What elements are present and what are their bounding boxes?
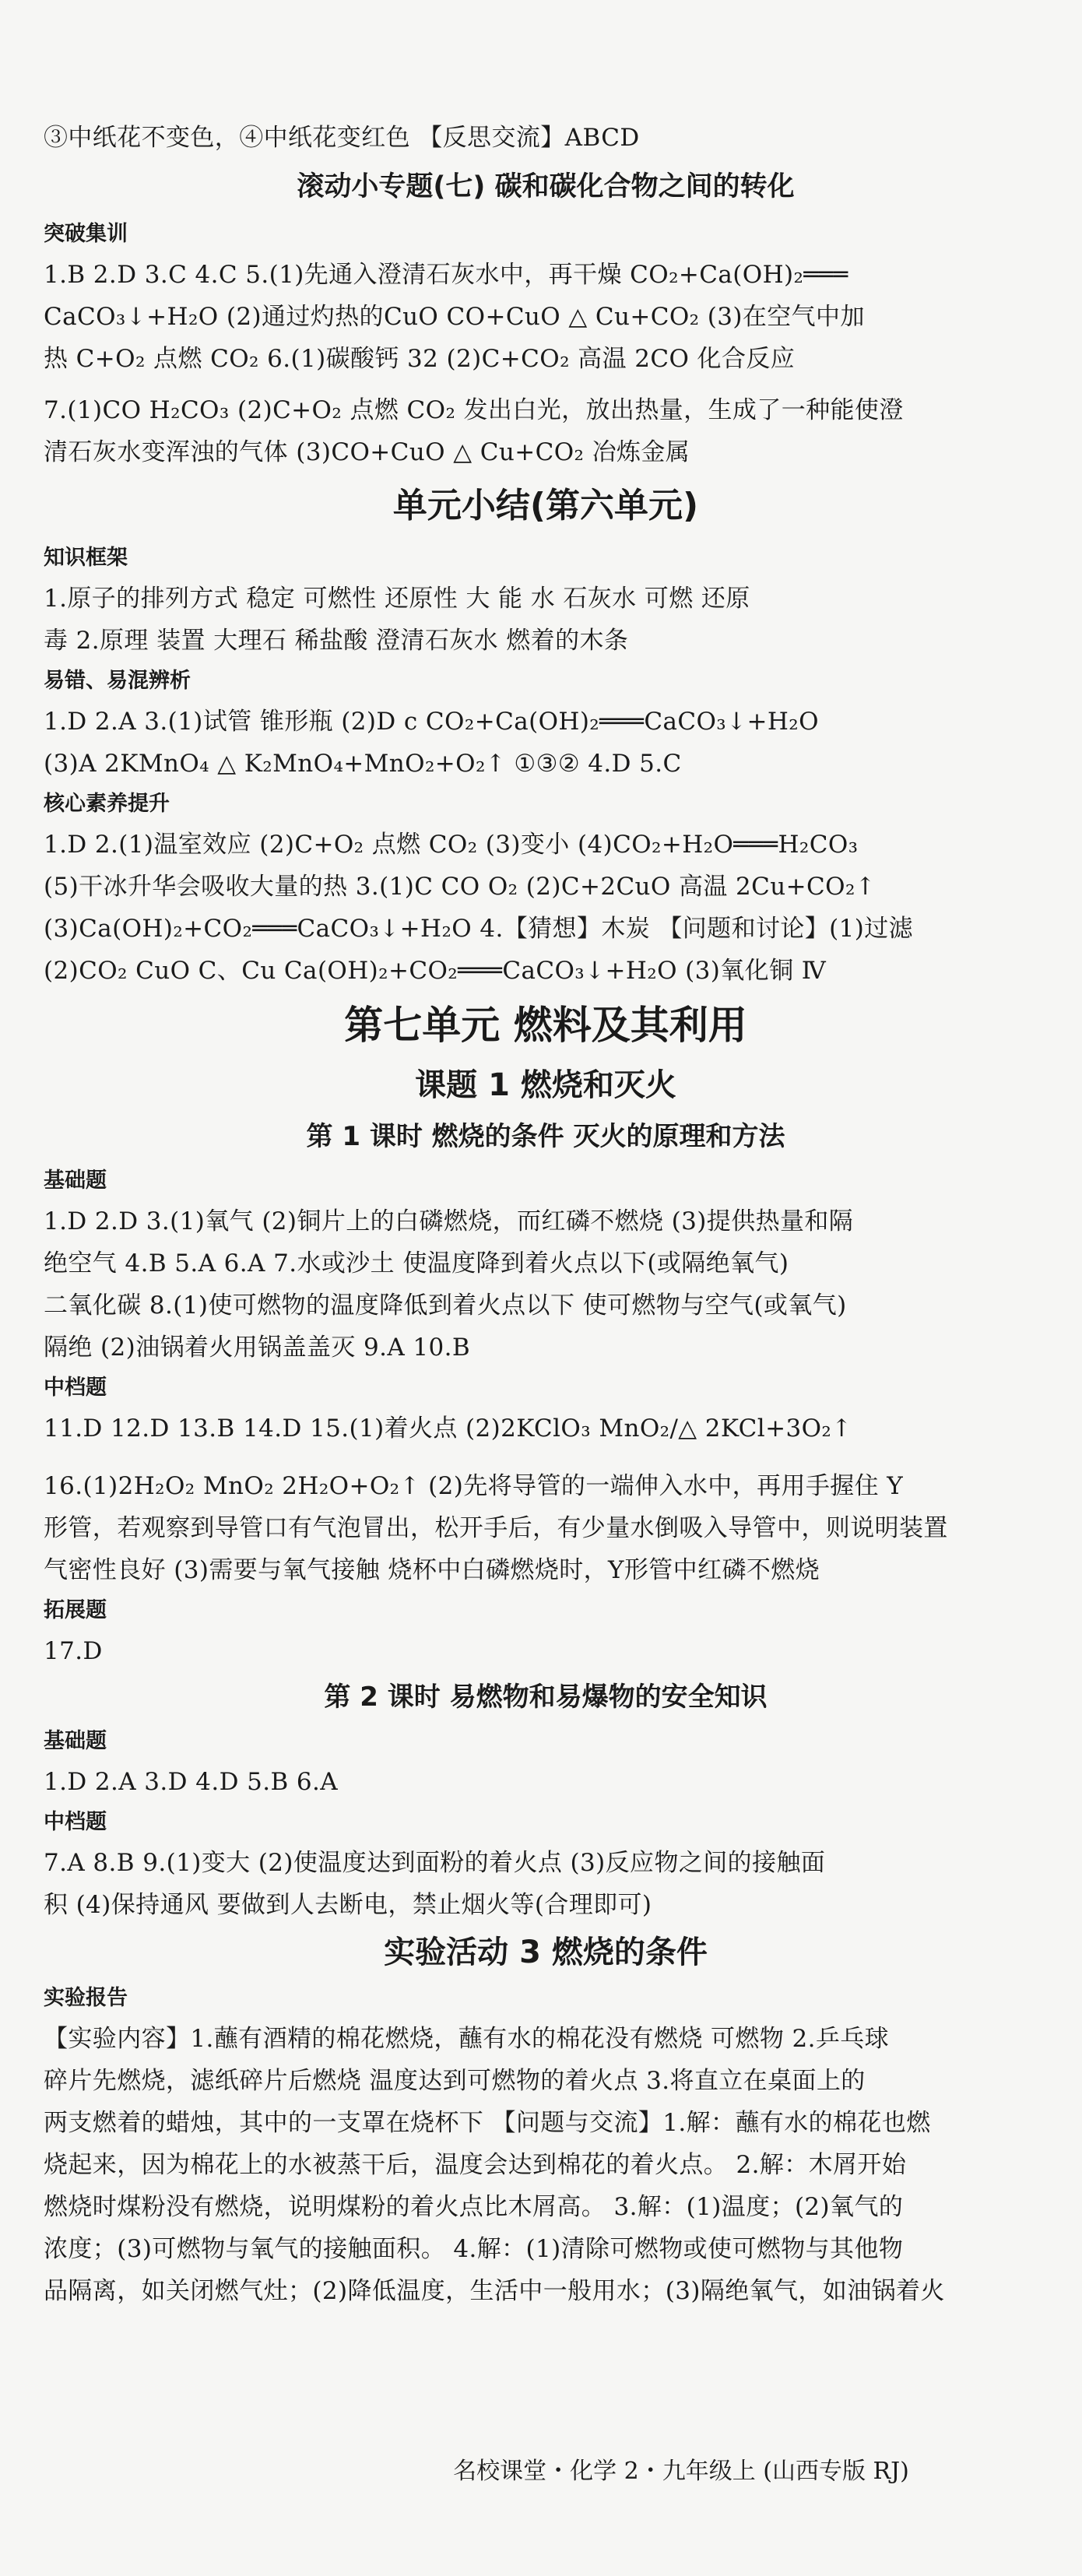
text-line: ③中纸花不变色，④中纸花变红色 【反思交流】ABCD: [44, 124, 640, 152]
text-line: 1.D 2.A 3.(1)试管 锥形瓶 (2)D c CO₂+Ca(OH)₂═══CaCO₃↓+H₂O: [44, 708, 819, 736]
text-line: (3)Ca(OH)₂+CO₂═══CaCO₃↓+H₂O 4.【猜想】木炭 【问题和讨论】(1)过滤: [44, 915, 914, 943]
text-line: 气密性良好 (3)需要与氧气接触 烧杯中白磷燃烧时，Y形管中红磷不燃烧: [44, 1556, 820, 1584]
text-line: 二氧化碳 8.(1)使可燃物的温度降低到着火点以下 使可燃物与空气(或氧气): [44, 1292, 847, 1320]
lesson-heading: 课题 1 燃烧和灭火: [415, 1067, 676, 1103]
text-line: 17.D: [44, 1637, 103, 1665]
text-line: CaCO₃↓+H₂O (2)通过灼热的CuO CO+CuO △ Cu+CO₂ (3)在空气中加: [44, 303, 865, 331]
text-line: 1.D 2.A 3.D 4.D 5.B 6.A: [44, 1768, 339, 1796]
section-label: 易错、易混辨析: [44, 669, 191, 693]
section-label: 突破集训: [44, 222, 128, 246]
section-label: 中档题: [44, 1376, 107, 1400]
period-heading: 第 2 课时 易燃物和易爆物的安全知识: [324, 1682, 768, 1713]
section-label: 拓展题: [44, 1598, 107, 1622]
text-line: 积 (4)保持通风 要做到人去断电，禁止烟火等(合理即可): [44, 1891, 652, 1919]
text-line: 碎片先燃烧，滤纸碎片后燃烧 温度达到可燃物的着火点 3.将直立在桌面上的: [44, 2067, 866, 2095]
period-heading: 第 1 课时 燃烧的条件 灭火的原理和方法: [306, 1121, 785, 1152]
topic-heading: 滚动小专题(七) 碳和碳化合物之间的转化: [297, 171, 795, 202]
text-line: 1.D 2.(1)温室效应 (2)C+O₂ 点燃 CO₂ (3)变小 (4)CO₂+H₂O═══H₂CO₃: [44, 831, 859, 859]
unit-summary-heading: 单元小结(第六单元): [392, 486, 699, 525]
text-line: 7.A 8.B 9.(1)变大 (2)使温度达到面粉的着火点 (3)反应物之间的接触面: [44, 1849, 826, 1877]
text-line: 形管，若观察到导管口有气泡冒出，松开手后，有少量水倒吸入导管中，则说明装置: [44, 1514, 948, 1542]
text-line: 毒 2.原理 装置 大理石 稀盐酸 澄清石灰水 燃着的木条: [44, 627, 629, 655]
text-line: 1.D 2.D 3.(1)氧气 (2)铜片上的白磷燃烧，而红磷不燃烧 (3)提供热量和隔: [44, 1207, 854, 1235]
text-line: 隔绝 (2)油锅着火用锅盖盖灭 9.A 10.B: [44, 1334, 471, 1362]
activity-heading: 实验活动 3 燃烧的条件: [384, 1935, 708, 1970]
section-label: 知识框架: [44, 546, 128, 570]
section-label: 实验报告: [44, 1986, 128, 2010]
text-line: 【实验内容】1.蘸有酒精的棉花燃烧，蘸有水的棉花没有燃烧 可燃物 2.乒乓球: [44, 2025, 890, 2053]
text-line: 热 C+O₂ 点燃 CO₂ 6.(1)碳酸钙 32 (2)C+CO₂ 高温 2CO 化合反应: [44, 345, 796, 373]
chapter-heading: 第七单元 燃料及其利用: [344, 1003, 747, 1048]
text-line: 品隔离，如关闭燃气灶；(2)降低温度，生活中一般用水；(3)隔绝氧气，如油锅着火: [44, 2277, 945, 2305]
section-label: 核心素养提升: [44, 792, 170, 816]
page-footer: [0, 2452, 1082, 2491]
text-line: (5)干冰升华会吸收大量的热 3.(1)C CO O₂ (2)C+2CuO 高温 2Cu+CO₂↑: [44, 873, 876, 901]
text-line: 绝空气 4.B 5.A 6.A 7.水或沙土 使温度降到着火点以下(或隔绝氧气): [44, 1249, 789, 1277]
text-line: (2)CO₂ CuO C、Cu Ca(OH)₂+CO₂═══CaCO₃↓+H₂O (3)氧化铜 Ⅳ: [44, 957, 827, 985]
answer-content: [44, 117, 1048, 2312]
text-line: 11.D 12.D 13.B 14.D 15.(1)着火点 (2)2KClO₃ MnO₂/△ 2KCl+3O₂↑: [44, 1415, 852, 1443]
text-line: 1.B 2.D 3.C 4.C 5.(1)先通入澄清石灰水中，再干燥 CO₂+Ca(OH)₂═══: [44, 261, 848, 289]
section-label: 基础题: [44, 1169, 107, 1193]
text-line: 清石灰水变浑浊的气体 (3)CO+CuO △ Cu+CO₂ 冶炼金属: [44, 438, 690, 466]
text-line: 7.(1)CO H₂CO₃ (2)C+O₂ 点燃 CO₂ 发出白光，放出热量，生成了一种能使澄: [44, 396, 904, 424]
section-label: 基础题: [44, 1729, 107, 1753]
text-line: 烧起来，因为棉花上的水被蒸干后，温度会达到棉花的着火点。 2.解：木屑开始: [44, 2151, 907, 2179]
text-line: 1.原子的排列方式 稳定 可燃性 还原性 大 能 水 石灰水 可燃 还原: [44, 585, 750, 613]
text-line: 燃烧时煤粉没有燃烧，说明煤粉的着火点比木屑高。 3.解：(1)温度；(2)氧气的: [44, 2193, 904, 2221]
text-line: 两支燃着的蜡烛，其中的一支罩在烧杯下 【问题与交流】1.解：蘸有水的棉花也燃: [44, 2109, 931, 2137]
footer-text: 名校课堂・化学 2・九年级上 (山西专版 RJ): [453, 2458, 909, 2485]
text-line: 浓度；(3)可燃物与氧气的接触面积。 4.解：(1)清除可燃物或使可燃物与其他物: [44, 2235, 904, 2263]
section-label: 中档题: [44, 1810, 107, 1834]
text-line: 16.(1)2H₂O₂ MnO₂ 2H₂O+O₂↑ (2)先将导管的一端伸入水中，再用手握住 Y: [44, 1472, 904, 1500]
text-line: (3)A 2KMnO₄ △ K₂MnO₄+MnO₂+O₂↑ ①③② 4.D 5.C: [44, 750, 682, 778]
